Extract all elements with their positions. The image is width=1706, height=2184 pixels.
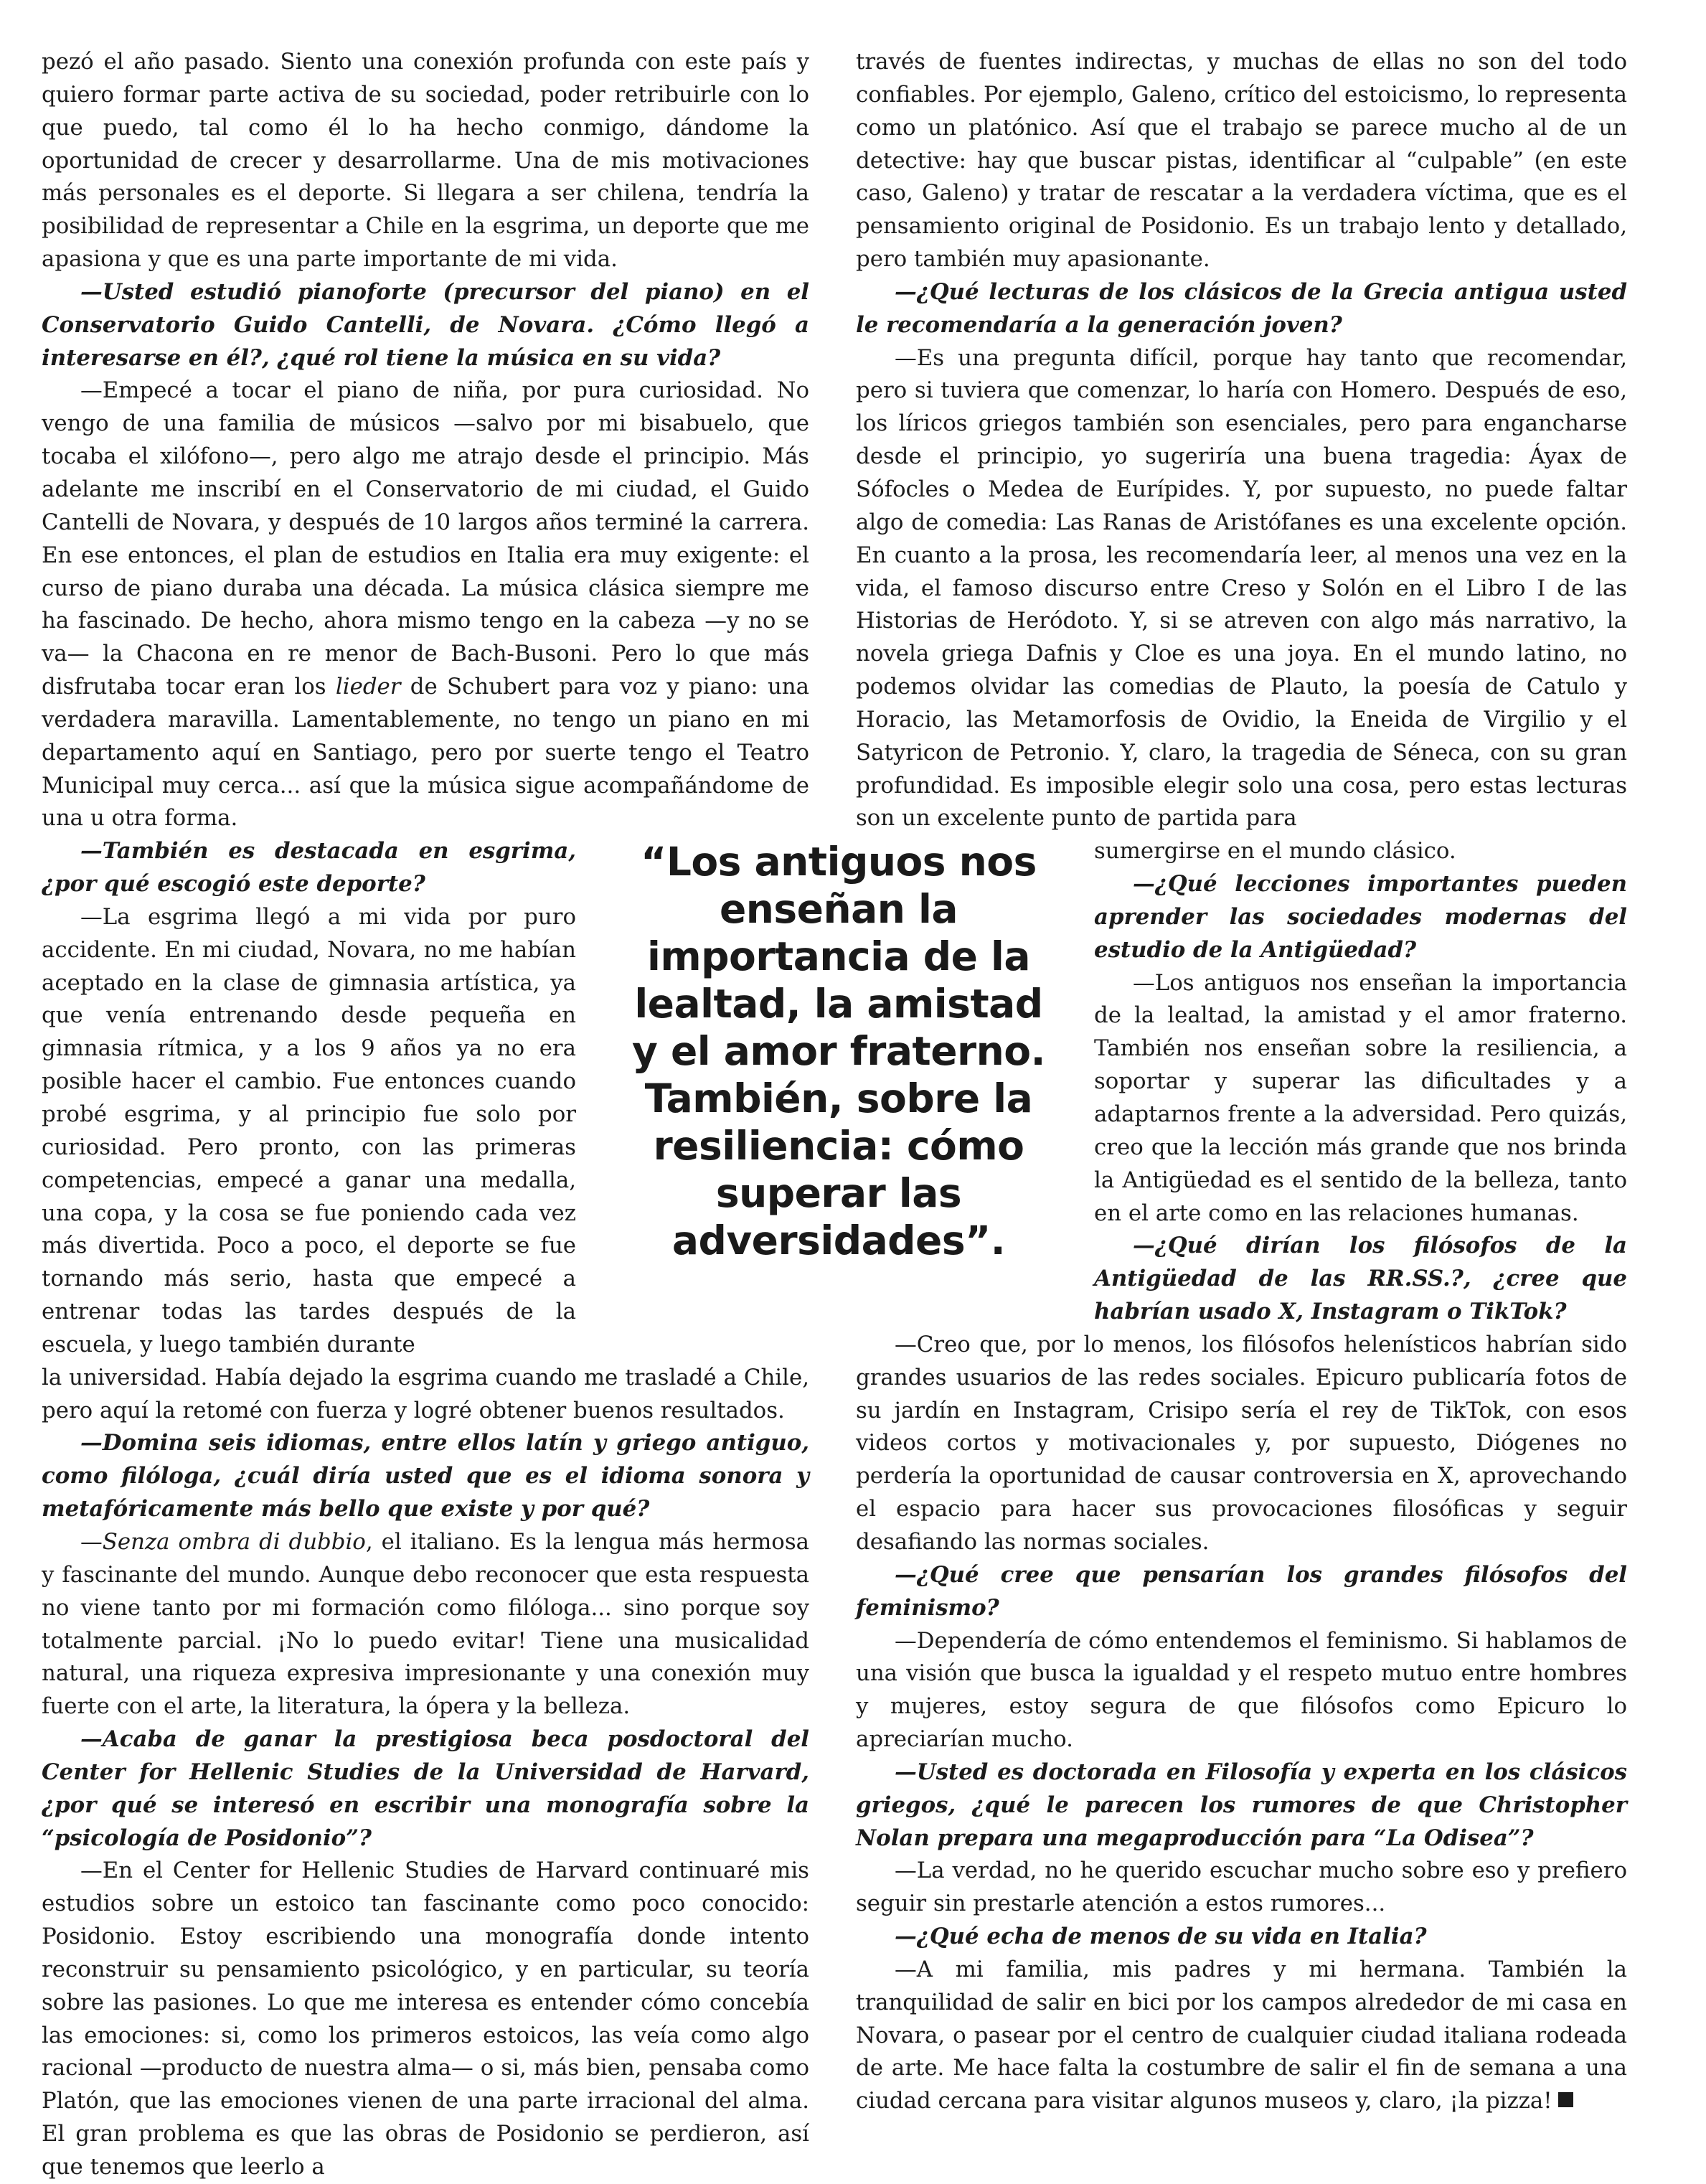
interview-question [856, 1921, 1627, 1954]
interview-question [856, 1559, 1627, 1625]
pull-quote: “Los antiguos nos enseñan la importancia de la lealtad, la amistad y el amor fraterno. También, sobre la resiliencia: cómo superar las adversidades”. [631, 839, 1045, 1263]
interview-question [42, 835, 576, 901]
text-run: través de fuentes indirectas, y muchas de ellas no son del todo confiables. Por ejemplo, Galeno, crítico del estoicismo, lo representa como un platónico. Así que el trabajo se parece mucho al de un detective: hay que buscar pistas, identificar al “culpable” (en este caso, Galeno) y tratar de rescatar a la verdadera víctima, que es el pensamiento original de Posidonio. Es un trabajo lento y detallado, pero también muy apasionante. [856, 49, 1627, 273]
text-run: de Schubert para voz y piano: una verdadera maravilla. Lamentablemente, no tengo un piano en mi departamento aquí en Santiago, pero por suerte tengo el Teatro Municipal muy cerca... así que la música sigue acompañándome de una u otra forma. [42, 674, 809, 832]
interview-question [42, 1427, 809, 1526]
text-run: la universidad. Había dejado la esgrima cuando me trasladé a Chile, pero aquí la retomé con fuerza y logré obtener buenos resultados. [42, 1364, 809, 1423]
text-run: —También es destacada en esgrima, ¿por qué escogió este deporte? [42, 838, 576, 898]
interview-answer [42, 1526, 809, 1723]
text-run: , el italiano. Es la lengua más hermosa y fascinante del mundo. Aunque debo reconocer que esta respuesta no viene tanto por mi formación como filóloga... sino porque soy totalmente parcial. ¡No lo puedo evitar! Tiene una musicalidad natural, una riqueza expresiva impresionante y una conexión muy fuerte con el arte, la literatura, la ópera y la belleza. [42, 1528, 809, 1720]
interview-answer [42, 375, 809, 835]
interview-answer [856, 1855, 1627, 1921]
text-run: —Domina seis idiomas, entre ellos latín y griego antiguo, como filóloga, ¿cuál diría usted que es el idioma sonora y metafóricamente más bello que existe y por qué? [42, 1430, 809, 1522]
text-run: —¿Qué dirían los filósofos de la Antigüedad de las RR.SS.?, ¿cree que habrían usado X, Instagram o TikTok? [1094, 1233, 1627, 1325]
interview-question [42, 276, 809, 375]
interview-question [42, 1723, 809, 1855]
interview-answer [856, 1954, 1627, 2118]
interview-answer [42, 1855, 809, 2183]
interview-answer [42, 901, 576, 1362]
text-run: —Empecé a tocar el piano de niña, por pura curiosidad. No vengo de una familia de músicos —salvo por mi bisabuelo, que tocaba el xilófono—, pero algo me atrajo desde el principio. Más adelante me inscribí en el Conservatorio de mi ciudad, el Guido Cantelli de Novara, y después de 10 largos años terminé la carrera. En ese entonces, el plan de estudios en Italia era muy exigente: el curso de piano duraba una década. La música clásica siempre me ha fascinado. De hecho, ahora mismo tengo en la cabeza —y no se va— la Chacona en re menor de Bach-Busoni. Pero lo que más disfrutaba tocar eran los [42, 377, 809, 700]
interview-answer [856, 342, 1627, 836]
interview-answer [1094, 835, 1627, 868]
text-run: —Acaba de ganar la prestigiosa beca posdoctoral del Center for Hellenic Studies de la Universidad de Harvard, ¿por qué se interesó en escribir una monografía sobre la “psicología de Posidonio”? [42, 1726, 809, 1851]
interview-question [856, 1756, 1627, 1855]
text-run: —¿Qué lecciones importantes pueden aprender las sociedades modernas del estudio de la Antigüedad? [1094, 871, 1627, 963]
text-run: —Usted estudió pianoforte (precursor del piano) en el Conservatorio Guido Cantelli, de Novara. ¿Cómo llegó a interesarse en él?, ¿qué rol tiene la música en su vida? [42, 278, 809, 371]
text-run: —Usted es doctorada en Filosofía y experta en los clásicos griegos, ¿qué le parecen los rumores de que Christopher Nolan prepara una megaproducción para “La Odisea”? [856, 1759, 1627, 1851]
text-run: —En el Center for Hellenic Studies de Harvard continuaré mis estudios sobre un estoico tan fascinante como poco conocido: Posidonio. Estoy escribiendo una monografía donde intento reconstruir su pensamiento psicológico, y en particular, su teoría sobre las pasiones. Lo que me interesa es entender cómo concebía las emociones: si, como los primeros estoicos, las veía como algo racional —producto de nuestra alma— o si, más bien, pensaba como Platón, que las emociones vienen de una parte irracional del alma. El gran problema es que las obras de Posidonio se perdieron, así que tenemos que leerlo a [42, 1858, 809, 2180]
text-run: —La esgrima llegó a mi vida por puro accidente. En mi ciudad, Novara, no me habían aceptado en la clase de gimnasia artística, ya que venía entrenando desde pequeña en gimnasia rítmica, y a los 9 años ya no era posible hacer el cambio. Fue entonces cuando probé esgrima, y al principio fue solo por curiosidad. Pero pronto, con las primeras competencias, empecé a ganar una medalla, una copa, y la cosa se fue poniendo cada vez más divertida. Poco a poco, el deporte se fue tornando más serio, hasta que empecé a entrenar todas las tardes después de la escuela, y luego también durante [42, 903, 576, 1357]
interview-answer [856, 1329, 1627, 1559]
interview-answer [42, 1362, 809, 1428]
text-run: sumergirse en el mundo clásico. [1094, 838, 1456, 865]
interview-answer [856, 46, 1627, 276]
text-run: —¿Qué cree que pensarían los grandes filósofos del feminismo? [856, 1561, 1627, 1621]
text-run: —A mi familia, mis padres y mi hermana. También la tranquilidad de salir en bici por los campos alrededor de mi casa en Novara, o pasear por el centro de cualquier ciudad italiana rodeada de arte. Me hace falta la costumbre de salir el fin de semana a una ciudad cercana para visitar algunos museos y, claro, ¡la pizza! [856, 1956, 1627, 2114]
italic-phrase: Senza ombra di dubbio [102, 1528, 366, 1555]
text-run: — [80, 1528, 103, 1555]
italic-phrase: lieder [335, 674, 401, 700]
text-run: pezó el año pasado. Siento una conexión profunda con este país y quiero formar parte activa de su sociedad, poder retribuirle con lo que puedo, tal como él lo ha hecho conmigo, dándome la oportunidad de crecer y desarrollarme. Una de mis motivaciones más personales es el deporte. Si llegara a ser chilena, tendría la posibilidad de representar a Chile en la esgrima, un deporte que me apasiona y que es una parte importante de mi vida. [42, 49, 809, 273]
interview-question [1094, 868, 1627, 967]
text-run: —¿Qué lecturas de los clásicos de la Grecia antigua usted le recomendaría a la generación joven? [856, 278, 1627, 338]
text-run: —Dependería de cómo entendemos el feminismo. Si hablamos de una visión que busca la igualdad y el respeto mutuo entre hombres y mujeres, estoy segura de que filósofos como Epicuro lo apreciarían mucho. [856, 1627, 1627, 1753]
interview-question [856, 276, 1627, 342]
text-run: —Creo que, por lo menos, los filósofos helenísticos habrían sido grandes usuarios de las redes sociales. Epicuro publicaría fotos de su jardín en Instagram, Crisipo sería el rey de TikTok, con esos videos cortos y motivacionales y, por supuesto, Diógenes no perdería la oportunidad de causar controversia en X, aprovechando el espacio para hacer sus provocaciones filosóficas y seguir desafiando las normas sociales. [856, 1331, 1627, 1555]
interview-answer [42, 46, 809, 276]
interview-answer [1094, 967, 1627, 1230]
text-run: —¿Qué echa de menos de su vida en Italia? [895, 1924, 1427, 1950]
end-of-article-square-icon [1558, 2092, 1573, 2107]
text-run: —Los antiguos nos enseñan la importancia de la lealtad, la amistad y el amor fraterno. También nos enseñan sobre la resiliencia, a soportar y superar las dificultades y a adaptarnos frente a la adversidad. Pero quizás, creo que la lección más grande que nos brinda la Antigüedad es el sentido de la belleza, tanto en el arte como en las relaciones humanas. [1094, 969, 1627, 1226]
interview-answer [856, 1625, 1627, 1756]
text-run: —La verdad, no he querido escuchar mucho sobre eso y prefiero seguir sin prestarle atención a estos rumores... [856, 1858, 1627, 1917]
text-run: —Es una pregunta difícil, porque hay tanto que recomendar, pero si tuviera que comenzar, lo haría con Homero. Después de eso, los líricos griegos también son esenciales, pero para engancharse desde el principio, yo sugeriría una buena tragedia: Áyax de Sófocles o Medea de Eurípides. Y, por supuesto, no puede faltar algo de comedia: Las Ranas de Aristófanes es una excelente opción. En cuanto a la prosa, les recomendaría leer, al menos una vez en la vida, el famoso discurso entre Creso y Solón en el Libro I de las Historias de Heródoto. Y, si se atreven con algo más narrativo, la novela griega Dafnis y Cloe es una joya. En el mundo latino, no podemos olvidar las comedias de Plauto, la poesía de Catulo y Horacio, las Metamorfosis de Ovidio, la Eneida de Virgilio y el Satyricon de Petronio. Y, claro, la tragedia de Séneca, con su gran profundidad. Es imposible elegir solo una cosa, pero estas lecturas son un excelente punto de partida para [856, 344, 1627, 832]
interview-question [1094, 1230, 1627, 1329]
